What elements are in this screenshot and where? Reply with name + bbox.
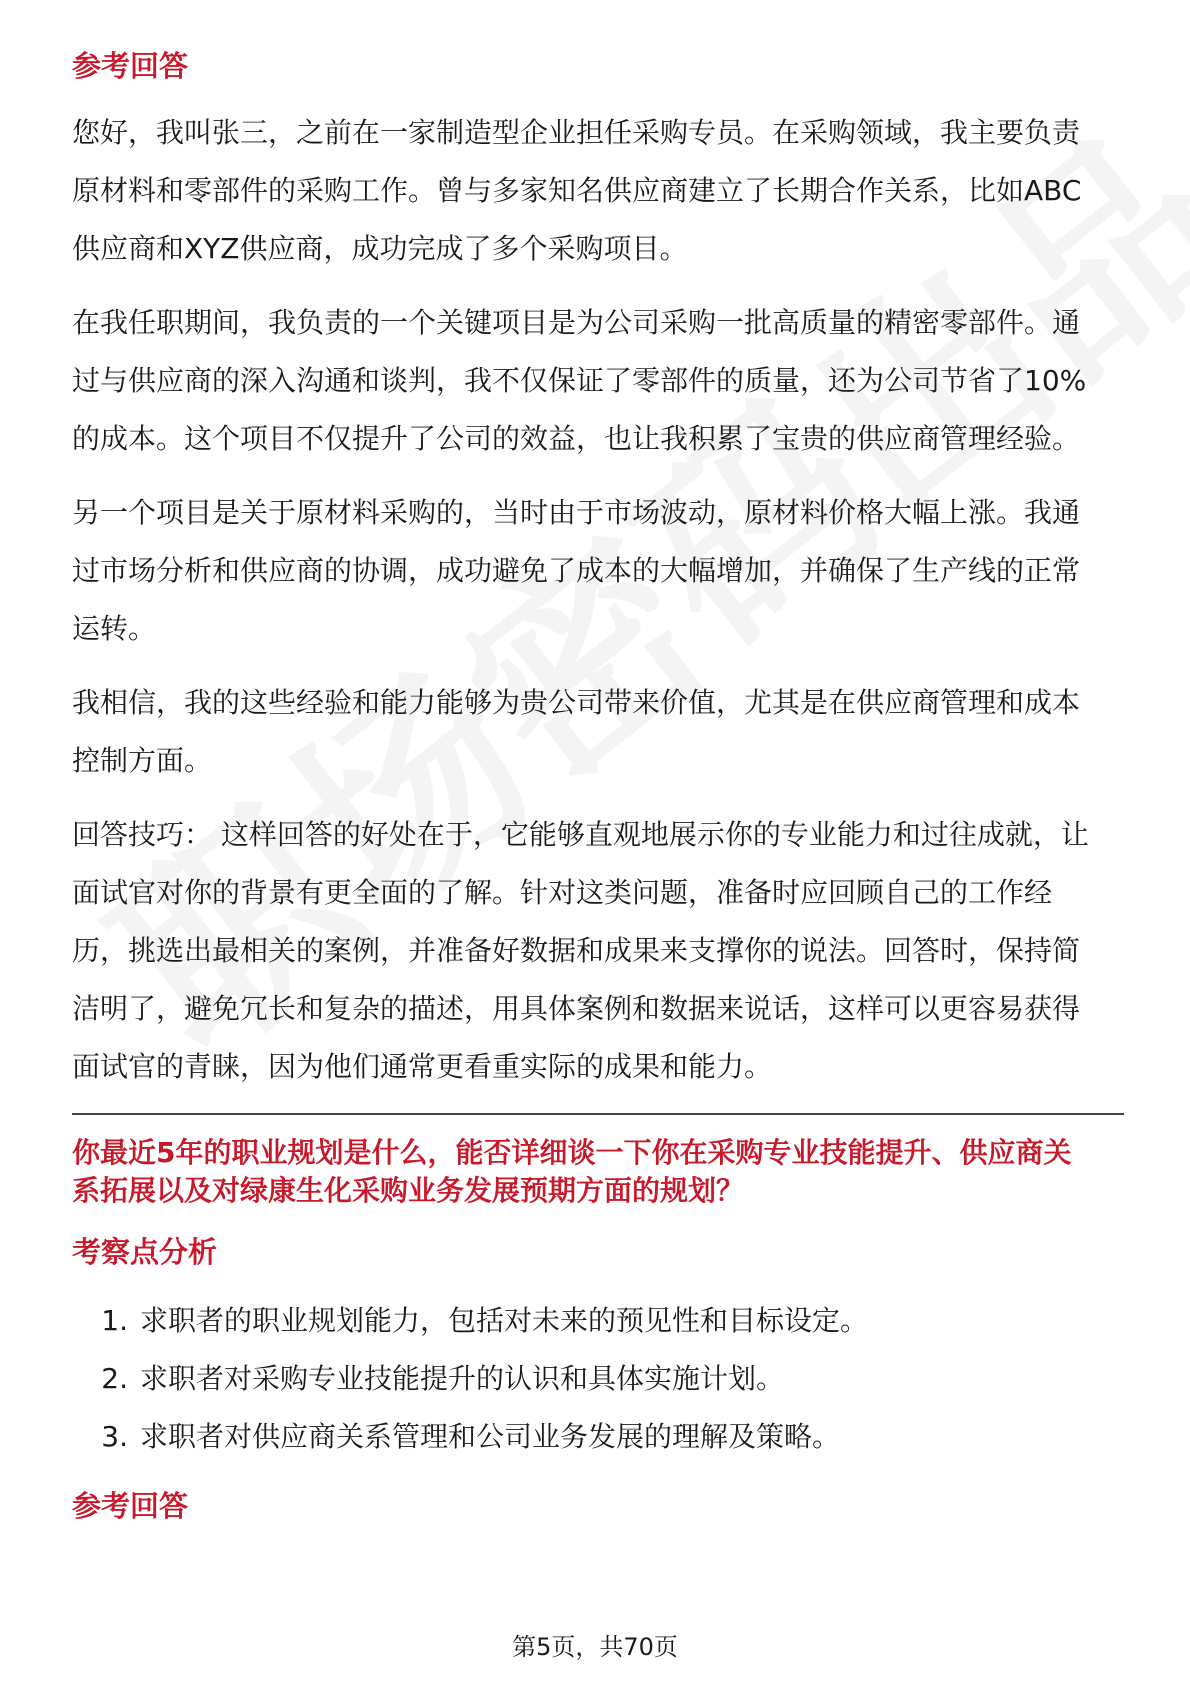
answer-paragraph-3	[72, 484, 1124, 658]
list-number: 3.	[101, 1420, 128, 1453]
text-line: 原材料和零部件的采购工作。曾与多家知名供应商建立了长期合作关系，比如ABC	[72, 174, 1082, 207]
text-line: 面试官对你的背景有更全面的了解。针对这类问题，准备时应回顾自己的工作经	[72, 876, 1053, 909]
list-text: 求职者对供应商关系管理和公司业务发展的理解及策略。	[140, 1420, 841, 1453]
text-line: 过市场分析和供应商的协调，成功避免了成本的大幅增加，并确保了生产线的正常	[72, 554, 1081, 587]
page-footer: 第5页，共70页	[512, 1633, 678, 1661]
answer-paragraph-1	[72, 104, 1124, 278]
text-line: 历，挑选出最相关的案例，并准备好数据和成果来支撑你的说法。回答时，保持简	[72, 934, 1081, 967]
list-text: 求职者对采购专业技能提升的认识和具体实施计划。	[140, 1362, 785, 1395]
text-line: 供应商和XYZ供应商，成功完成了多个采购项目。	[72, 232, 688, 265]
section-divider	[72, 1113, 1124, 1115]
list-item	[72, 1292, 1124, 1350]
text-line: 洁明了，避免冗长和复杂的描述，用具体案例和数据来说话，这样可以更容易获得	[72, 992, 1081, 1025]
answer-paragraph-4	[72, 674, 1124, 790]
text-line: 您好，我叫张三，之前在一家制造型企业担任采购专员。在采购领域，我主要负责	[72, 116, 1081, 149]
text-line: 我相信，我的这些经验和能力能够为贵公司带来价值，尤其是在供应商管理和成本	[72, 686, 1081, 719]
text-line: 控制方面。	[72, 744, 213, 777]
answer-paragraph-2	[72, 294, 1124, 468]
question-heading	[72, 1134, 1124, 1210]
text-line: 面试官的青睐，因为他们通常更看重实际的成果和能力。	[72, 1050, 773, 1083]
text-line: 运转。	[72, 612, 157, 645]
list-item	[72, 1408, 1124, 1466]
list-text: 求职者的职业规划能力，包括对未来的预见性和目标设定。	[140, 1304, 869, 1337]
question-line: 系拓展以及对绿康生化采购业务发展预期方面的规划？	[72, 1174, 745, 1207]
list-number: 2.	[101, 1362, 128, 1395]
text-line: 过与供应商的深入沟通和谈判，我不仅保证了零部件的质量，还为公司节省了10%	[72, 364, 1087, 397]
list-item	[72, 1350, 1124, 1408]
analysis-heading: 考察点分析	[72, 1235, 218, 1269]
text-line: 回答技巧： 这样回答的好处在于，它能够直观地展示你的专业能力和过往成就，让	[72, 818, 1089, 851]
answer-heading: 参考回答	[72, 49, 189, 83]
answer-tips-paragraph	[72, 806, 1124, 1096]
text-line: 的成本。这个项目不仅提升了公司的效益，也让我积累了宝贵的供应商管理经验。	[72, 422, 1081, 455]
text-line: 另一个项目是关于原材料采购的，当时由于市场波动，原材料价格大幅上涨。我通	[72, 496, 1081, 529]
list-number: 1.	[101, 1304, 128, 1337]
text-line: 在我任职期间，我负责的一个关键项目是为公司采购一批高质量的精密零部件。通	[72, 306, 1081, 339]
answer-heading-2: 参考回答	[72, 1489, 189, 1523]
question-line: 你最近5年的职业规划是什么，能否详细谈一下你在采购专业技能提升、供应商关	[72, 1136, 1072, 1169]
analysis-list	[72, 1292, 1124, 1466]
